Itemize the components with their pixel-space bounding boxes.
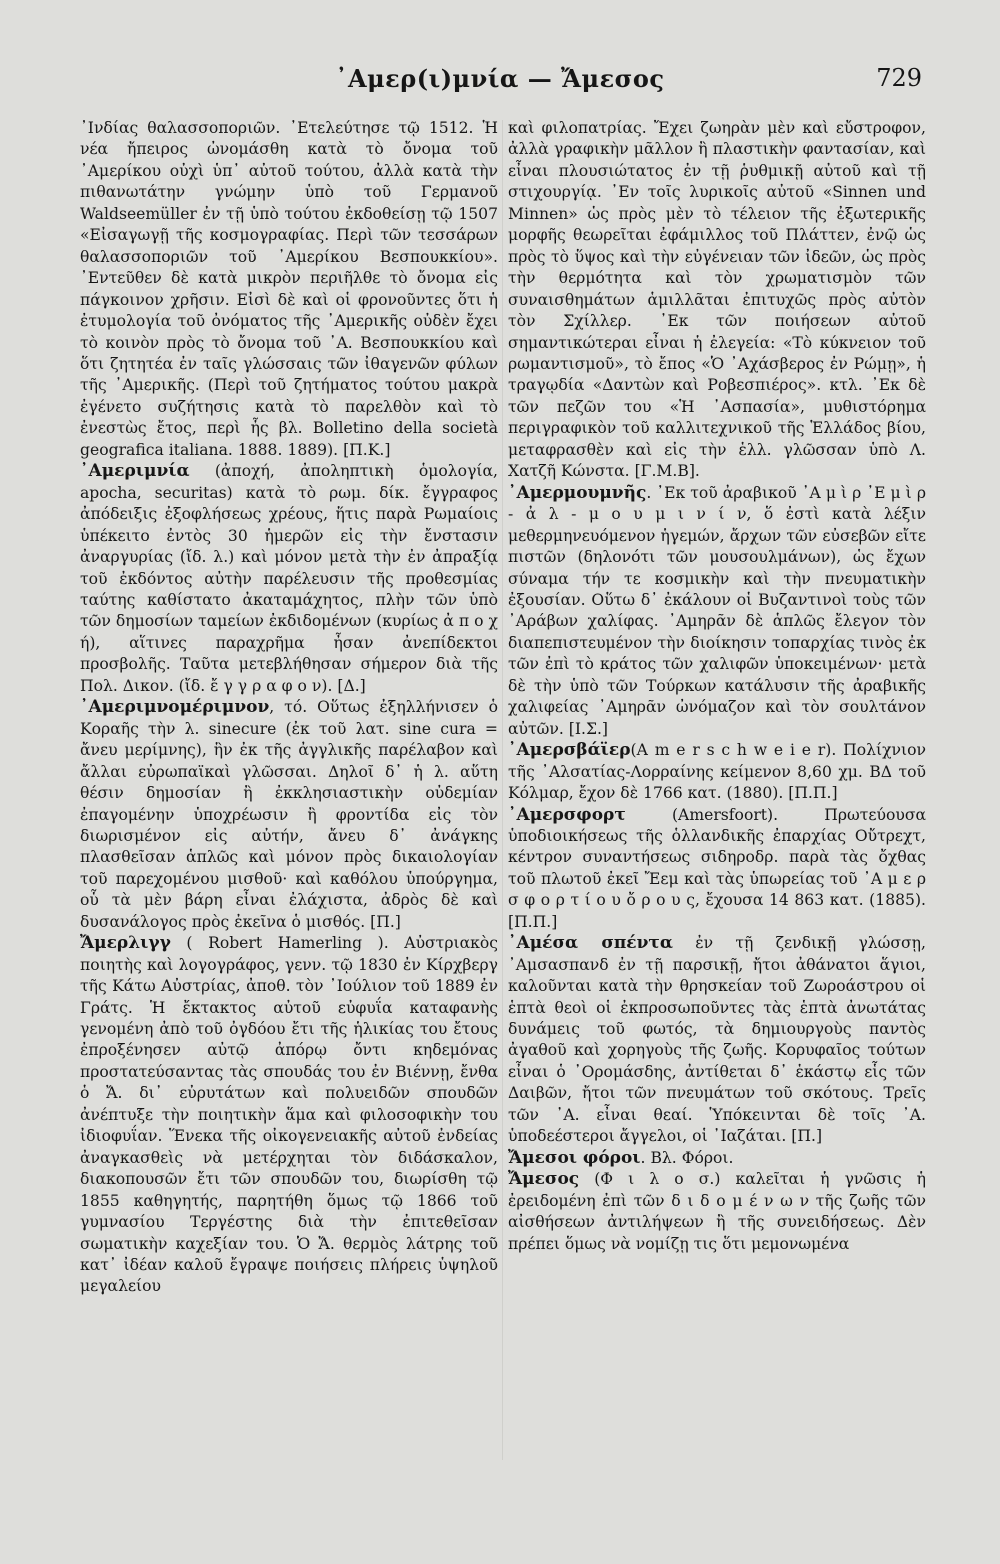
entry-text: καὶ φιλοπατρίας. Ἔχει ζωηρὰν μὲν καὶ εὔστροφον, ἀλλὰ γραφικὴν μᾶλλον ἢ πλαστικὴν φαντασίαν, καὶ εἶναι πλουσιώτατος ἐν τῇ ῥυθμικῇ αὐτοῦ καὶ τῇ στιχουργίᾳ. ᾿Εν τοῖς λυρικοῖς αὐτοῦ «Sinnen und Minnen» ὡς πρὸς μὲν τὸ τέλειον τῆς ἐξωτερικῆς μορφῆς θεωρεῖται ἐφάμιλλος τοῦ Πλάττεν, ἐνῷ ὡς πρὸς τὸ ὕψος καὶ τὴν εὐγένειαν τῶν ἰδεῶν, ὡς πρὸς τὴν θερμότητα καὶ τὸν χρωματισμὸν τῶν συναισθημάτων ἁμιλλᾶται ἐπιτυχῶς πρὸς αὐτὸν τὸν Σχίλλερ. ᾿Εκ τῶν ποιήσεων αὐτοῦ σημαντικώτεραι εἶναι ἡ ἐλεγεία: «Τὸ κύκνειον τοῦ ρωμαντισμοῦ», τὸ ἔπος «Ὁ ᾿Αχάσβερος ἐν Ρώμῃ», ἡ τραγῳδία «Δαντὼν καὶ Ροβεσπιέρος». κτλ. ᾿Εκ δὲ τῶν πεζῶν του «Ἡ ᾿Ασπασία», μυθιστόρημα περιγραφικὸν τοῦ καλλιτεχνικοῦ τῆς Ἑλλάδος βίου, μεταφρασθὲν καὶ εἰς τὴν ἑλλ. γλῶσσαν ὑπὸ Λ. Χατζῆ Κώνστα. [Γ.Μ.Β]. — [508, 119, 926, 481]
entry-text: . Βλ. Φόροι. — [640, 1148, 734, 1167]
entry-headword: ᾿Αμερσβάϊερ — [508, 740, 631, 761]
running-head: ᾿Αμερ(ι)μνία — Ἄμεσος — [335, 64, 665, 93]
entry-headword: Ἄμεσοι φόροι — [508, 1147, 641, 1168]
entry-headword: ᾿Αμερμουμνῆς — [508, 482, 647, 503]
dictionary-entry — [508, 1148, 926, 1169]
entry-headword: ᾿Αμεριμνία — [80, 461, 190, 482]
dictionary-entry — [508, 740, 926, 804]
entry-text: ἐν τῇ ζενδικῇ γλώσσῃ, ᾿Αμσασπανδ ἐν τῇ παρσικῇ, ἤτοι ἀθάνατοι ἅγιοι, καλοῦνται κατὰ τὴν θρησκείαν τοῦ Ζωροάστρου οἱ ἑπτὰ θεοὶ οἱ ἐκπροσωποῦντες τὰς ἑπτὰ ἀνωτάτας δυνάμεις τοῦ φωτός, τὰ δημιουργοὺς παντὸς ἀγαθοῦ καὶ χορηγοὺς τῆς ζωῆς. Κορυφαῖος τούτων εἶναι ὁ ᾿Ορομάσδης, ἀντίθεται δ᾿ ἑκάστῳ εἷς τῶν Δαιβῶν, ἤτοι τῶν πνευμάτων τοῦ σκότους. Τρεῖς τῶν ᾿Α. εἶναι θεαί. Ὑπόκεινται δὲ τοῖς ᾿Α. ὑποδεέστεροι ἄγγελοι, οἱ ᾿Ιαζάται. [Π.] — [508, 934, 926, 1146]
entry-text: . ᾿Εκ τοῦ ἀραβικοῦ ᾿Α μ ὶ ρ ᾿Ε μ ὶ ρ - ἀ λ - μ ο υ μ ι ν ί ν, ὅ ἐστὶ κατὰ λέξιν μεθερμηνευόμενον ἡγεμών, ἄρχων τῶν εὐσεβῶν εἴτε πιστῶν (δηλονότι τῶν μουσουλμάνων), ὡς ἔχων σύναμα τήν τε κοσμικὴν καὶ τὴν πνευματικὴν ἐξουσίαν. Οὕτω δ᾿ ἐκάλουν οἱ Βυζαντινοὶ τοὺς τῶν ᾿Αράβων χαλίφας. ᾿Αμηρᾶν δὲ ἁπλῶς ἔλεγον τὸν διαπεπιστευμένον τὴν διοίκησιν τοπαρχίας τινὸς ἐκ τῶν ἐπὶ τὸ κράτος τῶν χαλιφῶν ὑποκειμένων· μετὰ δὲ τὴν ὑπὸ τῶν Τούρκων κατάλυσιν τῆς ἀραβικῆς χαλιφείας ᾿Αμηρᾶν ὠνόμαζον καὶ τὸν σουλτάνον αὐτῶν. [Ι.Σ.] — [508, 483, 926, 738]
entry-continuation — [508, 118, 926, 483]
entry-headword: Ἄμεσος — [508, 1169, 580, 1190]
right-column — [508, 118, 926, 1255]
dictionary-entry — [80, 461, 498, 697]
dictionary-entry — [80, 697, 498, 933]
entry-headword: Ἄμερλιγγ — [80, 933, 171, 954]
column-divider — [502, 120, 503, 1460]
dictionary-entry — [508, 483, 926, 740]
entry-headword: ᾿Αμεριμνομέριμνον — [80, 697, 270, 718]
dictionary-entry — [508, 933, 926, 1148]
page-header — [78, 58, 922, 98]
dictionary-entry — [80, 933, 498, 1298]
entry-text: ( Robert Hamerling ). Αὐστριακὸς ποιητὴς καὶ λογογράφος, γενν. τῷ 1830 ἐν Κίρχβεργ τῆς Κάτω Αὐστρίας, ἀποθ. τὸν ᾿Ιούλιον τοῦ 1889 ἐν Γράτς. Ἡ ἔκτακτος αὐτοῦ εὐφυΐα καταφανὴς γενομένη ἀπὸ τοῦ ὀγδόου ἔτι τῆς ἡλικίας του ἔτους ἐπροξένησεν αὐτῷ ἀπόρῳ ὄντι κηδεμόνας προστατεύσαντας τὰς σπουδάς του ἐν Βιέννῃ, ἔνθα ὁ Ἄ. δι᾿ εὐρυτάτων καὶ πολυειδῶν σπουδῶν ἀνέπτυξε τὴν ποιητικὴν ἅμα καὶ φιλοσοφικὴν του ἰδιοφυΐαν. Ἕνεκα τῆς οἰκογενειακῆς αὐτοῦ ἐνδείας ἀναγκασθεὶς νὰ μετέρχηται τὸν διδάσκαλον, διακοπουσῶν ἔτι τῶν σπουδῶν του, διωρίσθη τῷ 1855 καθηγητής, παρητήθη ὅμως τῷ 1866 τοῦ γυμνασίου Τεργέστης διὰ τὴν ἐπιτεθεῖσαν σωματικὴν καχεξίαν του. Ὁ Ἄ. θερμὸς λάτρης τοῦ κατ᾿ ἰδέαν καλοῦ ἔγραψε ποιήσεις πλήρεις ὑψηλοῦ μεγαλείου — [80, 934, 498, 1296]
entry-text: , τό. Οὕτως ἐξηλλήνισεν ὁ Κοραῆς τὴν λ. sinecure (ἐκ τοῦ λατ. sine cura = ἄνευ μερίμνης), ἣν ἐκ τῆς ἀγγλικῆς παρέλαβον καὶ ἄλλαι εὐρωπαϊκαὶ γλῶσσαι. Δηλοῖ δ᾿ ἡ λ. αὕτη θέσιν δημοσίαν ἢ ἐκκλησιαστικὴν οὐδεμίαν ἐπαγομένην ὑποχρέωσιν ἢ φροντίδα εἰς τὸν διωρισμένον εἰς αὐτήν, ἄνευ δ᾿ ἀνάγκης πλασθεῖσαν ἁπλῶς καὶ μόνον πρὸς δικαιολογίαν τοῦ παρεχομένου μισθοῦ· καὶ καθόλου ὑπούργημα, οὗ τὰ μὲν βάρη εἶναι ἐλάχιστα, ἀδρὸς δὲ καὶ δυσανάλογος πρὸς ἐκεῖνα ὁ μισθός. [Π.] — [80, 698, 498, 931]
entry-headword: ᾿Αμερσφορτ — [508, 804, 626, 825]
entry-continuation — [80, 118, 498, 461]
entry-text: ᾿Ινδίας θαλασσοποριῶν. ᾿Ετελεύτησε τῷ 1512. Ἡ νέα ἤπειρος ὠνομάσθη κατὰ τὸ ὄνομα τοῦ ᾿Αμερίκου οὐχὶ ὑπ᾿ αὐτοῦ τούτου, ἀλλὰ κατὰ τὴν πιθανωτάτην γνώμην ὑπὸ τοῦ Γερμανοῦ Waldseemüller ἐν τῇ ὑπὸ τούτου ἐκδοθείσῃ τῷ 1507 «Εἰσαγωγῇ τῆς κοσμογραφίας. Περὶ τῶν τεσσάρων θαλασσοποριῶν τοῦ ᾿Αμερίκου Βεσπουκκίου». ᾿Εντεῦθεν δὲ κατὰ μικρὸν περιῆλθε τὸ ὄνομα εἰς πάγκοινον χρῆσιν. Εἰσὶ δὲ καὶ οἱ φρονοῦντες ὅτι ἡ ἐτυμολογία τοῦ ὀνόματος τῆς ᾿Αμερικῆς οὐδὲν ἔχει τὸ κοινὸν πρὸς τὸ ὄνομα τοῦ ᾿Α. Βεσπουκκίου καὶ ὅτι ζητητέα ἐν ταῖς γλώσσαις τῶν ἰθαγενῶν φύλων τῆς ᾿Αμερικῆς. (Περὶ τοῦ ζητήματος τούτου μακρὰ ἐγένετο συζήτησις κατὰ τὸ παρελθὸν καὶ τὸ ἐνεστὼς ἔτος, περὶ ἧς βλ. Bolletino della società geografica italiana. 1888. 1889). [Π.Κ.] — [80, 119, 498, 459]
entry-headword: ᾿Αμέσα σπέντα — [508, 933, 673, 954]
dictionary-entry — [508, 805, 926, 934]
entry-text: (ἀποχή, ἀποληπτικὴ ὁμολογία, apocha, securitas) κατὰ τὸ ρωμ. δίκ. ἔγγραφος ἀπόδειξις ἐξοφλήσεως χρέους, ἥτις παρὰ Ρωμαίοις ὑπέκειτο ἐντὸς 30 ἡμερῶν εἰς τὴν ἔνστασιν ἀναργυρίας (ἴδ. λ.) καὶ μόνον μετὰ τὴν ἐν ἀπραξίᾳ τοῦ ἐκδόντος αὐτὴν παρέλευσιν τῆς προθεσμίας ταύτης καθίστατο ἀκαταμάχητος, πλὴν τῶν ὑπὸ τῶν δημοσίων ταμείων ἐκδιδομένων (κυρίως ἀ π ο χ ή), αἵτινες παραχρῆμα ἦσαν ἀνεπίδεκτοι προσβολῆς. Ταῦτα μετεβλήθησαν σήμερον διὰ τῆς Πολ. Δικον. (ἴδ. ἔ γ γ ρ α φ ο ν). [Δ.] — [80, 462, 498, 695]
page-number: 729 — [876, 64, 922, 92]
entry-text: (Φ ι λ ο σ.) καλεῖται ἡ γνῶσις ἡ ἐρειδομένη ἐπὶ τῶν δ ι δ ο μ έ ν ω ν τῆς ζωῆς τῶν αἰσθήσεων ἀντιλήψεων ἢ τῆς συνειδήσεως. Δὲν πρέπει ὅμως νὰ νομίζῃ τις ὅτι μεμονωμένα — [508, 1170, 926, 1253]
entry-text: (Α m e r s c h w e i e r). Πολίχνιον τῆς ᾿Αλσατίας-Λορραίνης κείμενον 8,60 χμ. ΒΔ τοῦ Κόλμαρ, ἔχον δὲ 1766 κατ. (1880). [Π.Π.] — [508, 741, 926, 803]
dictionary-entry — [508, 1169, 926, 1255]
left-column — [80, 118, 498, 1298]
entry-text: (Amersfoort). Πρωτεύουσα ὑποδιοικήσεως τῆς ὁλλανδικῆς ἐπαρχίας Οὔτρεχτ, κέντρον συναντήσεως σιδηροδρ. παρὰ τὰς ὄχθας τοῦ πλωτοῦ ἐκεῖ Ἔεμ καὶ τὰς ὑπωρείας τοῦ ᾿Α μ ε ρ σ φ ο ρ τ ί ο υ ὄ ρ ο υ ς, ἔχουσα 14 863 κατ. (1885). [Π.Π.] — [508, 805, 926, 931]
